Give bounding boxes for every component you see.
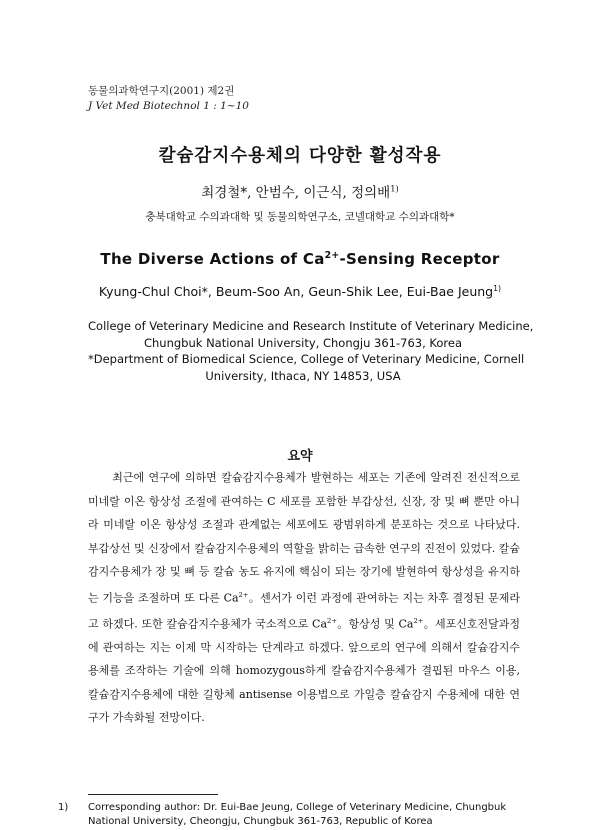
affiliation-line: *Department of Biomedical Science, College of Veterinary Medicine, Cornell (88, 352, 525, 366)
footnote-text: Corresponding author: Dr. Eui-Bae Jeung, College of Veterinary Medicine, Chungbuk National University, Cheongju, Chungbuk 361-763, Republic of Korea (88, 802, 507, 827)
calcium-superscript: 2+ (413, 616, 424, 625)
abstract-text-1: 최근에 연구에 의하면 칼슘감지수용체가 발현하는 세포는 기존에 알려진 전신적으로 미네랄 이온 항상성 조절에 관여하는 C 세포를 포함한 부갑상선, 신장, 장 및 뼈 뿐만 아니라 미네랄 이온 항상성 조절과 관계없는 세포에도 광범위하게 분포하는 것으로 나타났다. 부갑상선 및 신장에서 칼슘감지수용체의 역할을 밝히는 급속한 연구의 진전이 있었다. 칼슘감지수용체가 장 및 뼈 등 칼슘 농도 유지에 핵심이 되는 장기에 발현하여 항상성을 유지하는 기능을 조절하며 또 다른 Ca (88, 471, 520, 605)
abstract-text-3: 。항상성 및 Ca (337, 617, 414, 631)
korean-title: 칼슘감지수용체의 다양한 활성작용 (158, 146, 442, 166)
affiliation-line: University, Ithaca, NY 14853, USA (205, 368, 401, 383)
english-affiliations (88, 318, 534, 384)
calcium-superscript: 2+ (238, 590, 249, 599)
english-author-footnote-mark: 1) (493, 284, 502, 293)
affiliation-line: Chungbuk National University, Chongju 361-763, Korea (143, 335, 463, 350)
korean-author-footnote-mark: 1) (390, 183, 399, 194)
abstract-heading: 요약 (287, 449, 313, 464)
abstract-body (88, 466, 520, 730)
abstract-text-4: 。세포신호전달과정에 관여하는 지는 이제 막 시작하는 단계라고 하겠다. 앞으로의 연구에 의해서 칼슘감지수용체를 조작하는 기술에 의해 homozygous하게 칼슘감지수용체가 결핍된 마우스 이용, 칼슘감지수용체에 대한 길항체 antisense 이용법으로 가일층 칼슘감지 수용체에 대한 연구가 가속화될 전망이다. (88, 617, 520, 725)
footnote-divider (88, 794, 218, 795)
english-author-names: Kyung-Chul Choi*, Beum-Soo An, Geun-Shik Lee, Eui-Bae Jeung (98, 284, 494, 300)
footnote-marker: 1) (58, 802, 69, 813)
english-title (0, 250, 600, 268)
korean-affiliation: 충북대학교 수의과대학 및 동물의학연구소, 코넬대학교 수의과대학* (145, 211, 455, 223)
journal-volume: 동물의과학연구지(2001) 제2권 (88, 85, 235, 97)
korean-author-names: 최경철*, 안범수, 이근식, 정의배 (201, 185, 391, 201)
english-title-end: -Sensing Receptor (339, 250, 500, 268)
english-title-superscript: 2+ (324, 250, 340, 261)
footnote (58, 801, 528, 829)
english-title-start: The Diverse Actions of Ca (100, 250, 325, 268)
journal-citation: J Vet Med Biotechnol 1 : 1~10 (88, 100, 249, 112)
english-authors (0, 284, 600, 299)
affiliation-line: College of Veterinary Medicine and Research Institute of Veterinary Medicine, (88, 319, 534, 333)
calcium-superscript: 2+ (327, 616, 338, 625)
korean-authors (0, 181, 600, 201)
abstract-text-2: 。센서가 이런 과정에 관여하는 지는 차후 결정된 문제라고 하겠다. 또한 칼슘감지수용체가 국소적으로 Ca (88, 591, 520, 631)
journal-header (88, 84, 249, 114)
